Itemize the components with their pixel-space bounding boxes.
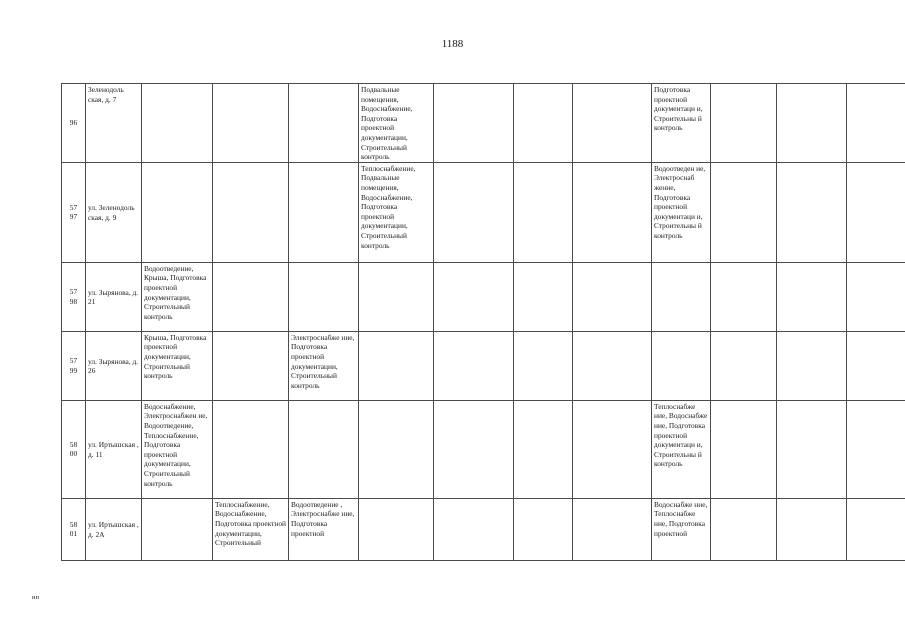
- address-cell: ул. Иртышская , д. 2А: [86, 498, 142, 560]
- works-table: [61, 83, 905, 561]
- work-cell: [434, 162, 514, 262]
- work-cell: [847, 162, 905, 262]
- work-cell: [777, 400, 847, 498]
- row-number-cell: 58 01: [62, 498, 86, 560]
- page-number: 1188: [441, 38, 464, 50]
- table-row: [62, 162, 905, 262]
- address-cell: Зеленодоль ская, д. 7: [86, 84, 142, 163]
- work-cell: Крыша, Подготовка проектной документации, Строительный контроль: [142, 331, 213, 400]
- address-cell: ул. Иртышская , д. 11: [86, 400, 142, 498]
- work-cell: [711, 262, 777, 331]
- work-cell: [777, 84, 847, 163]
- table-row: [62, 400, 905, 498]
- footer-mark: нп: [32, 594, 39, 601]
- work-cell: [847, 498, 905, 560]
- work-cell: [514, 262, 573, 331]
- work-cell: [359, 262, 434, 331]
- work-cell: [652, 331, 711, 400]
- row-number-cell: 57 97: [62, 162, 86, 262]
- work-cell: Водоснабже ние, Теплоснабже ние, Подготовка проектной: [652, 498, 711, 560]
- table-row: [62, 84, 905, 163]
- work-cell: [514, 162, 573, 262]
- work-cell: [573, 400, 652, 498]
- work-cell: [847, 262, 905, 331]
- work-cell: [847, 331, 905, 400]
- work-cell: Теплоснабжение, Подвальные помещения, Водоснабжение, Подготовка проектной документации, Строительный контроль: [359, 162, 434, 262]
- work-cell: [142, 498, 213, 560]
- table-row: [62, 498, 905, 560]
- work-cell: [711, 498, 777, 560]
- work-cell: [777, 162, 847, 262]
- work-cell: [434, 498, 514, 560]
- work-cell: [711, 84, 777, 163]
- work-cell: [289, 84, 359, 163]
- work-cell: [711, 400, 777, 498]
- work-cell: [711, 162, 777, 262]
- work-cell: Водоотведен ие, Электроснаб жение, Подготовка проектной документаци и, Строительны й контроль: [652, 162, 711, 262]
- work-cell: [847, 400, 905, 498]
- work-cell: [289, 400, 359, 498]
- work-cell: [847, 84, 905, 163]
- work-cell: [573, 84, 652, 163]
- work-cell: [711, 331, 777, 400]
- address-cell: ул. Зеленодоль ская, д. 9: [86, 162, 142, 262]
- work-cell: [359, 498, 434, 560]
- work-cell: [213, 262, 289, 331]
- table-row: [62, 331, 905, 400]
- work-cell: Теплоснабже ние, Водоснабже ние, Подготовка проектной документаци и, Строительны й контроль: [652, 400, 711, 498]
- work-cell: [573, 331, 652, 400]
- work-cell: [213, 84, 289, 163]
- work-cell: Водоснабжение, Электроснабжен ие, Водоотведение, Теплоснабжение, Подготовка проектной документации, Строительный контроль: [142, 400, 213, 498]
- work-cell: [777, 331, 847, 400]
- work-cell: [434, 262, 514, 331]
- work-cell: [359, 400, 434, 498]
- work-cell: [434, 331, 514, 400]
- work-cell: [359, 331, 434, 400]
- work-cell: [289, 162, 359, 262]
- work-cell: [142, 162, 213, 262]
- work-cell: [514, 498, 573, 560]
- work-cell: [514, 400, 573, 498]
- address-cell: ул. Зырянова, д. 26: [86, 331, 142, 400]
- row-number-cell: 58 00: [62, 400, 86, 498]
- table-row: [62, 262, 905, 331]
- work-cell: [213, 400, 289, 498]
- address-cell: ул. Зырянова, д. 21: [86, 262, 142, 331]
- work-cell: [573, 498, 652, 560]
- work-cell: [434, 400, 514, 498]
- row-number-cell: 96: [62, 84, 86, 163]
- work-cell: [434, 84, 514, 163]
- work-cell: Подвальные помещения, Водоснабжение, Подготовка проектной документации, Строительный контроль: [359, 84, 434, 163]
- work-cell: Водоотведение , Электроснабже ние, Подготовка проектной: [289, 498, 359, 560]
- work-cell: [652, 262, 711, 331]
- work-cell: Подготовка проектной документаци и, Строительны й контроль: [652, 84, 711, 163]
- work-cell: [777, 262, 847, 331]
- work-cell: [213, 331, 289, 400]
- work-cell: [514, 84, 573, 163]
- work-cell: Теплоснабжение, Водоснабжение, Подготовка проектной документации, Строительный: [213, 498, 289, 560]
- row-number-cell: 57 98: [62, 262, 86, 331]
- work-cell: [573, 262, 652, 331]
- work-cell: [573, 162, 652, 262]
- work-cell: [777, 498, 847, 560]
- work-cell: [289, 262, 359, 331]
- row-number-cell: 57 99: [62, 331, 86, 400]
- work-cell: Водоотведение, Крыша, Подготовка проектной документации, Строительный контроль: [142, 262, 213, 331]
- work-cell: [514, 331, 573, 400]
- work-cell: [142, 84, 213, 163]
- work-cell: [213, 162, 289, 262]
- work-cell: Электроснабже ние, Подготовка проектной документации, Строительный контроль: [289, 331, 359, 400]
